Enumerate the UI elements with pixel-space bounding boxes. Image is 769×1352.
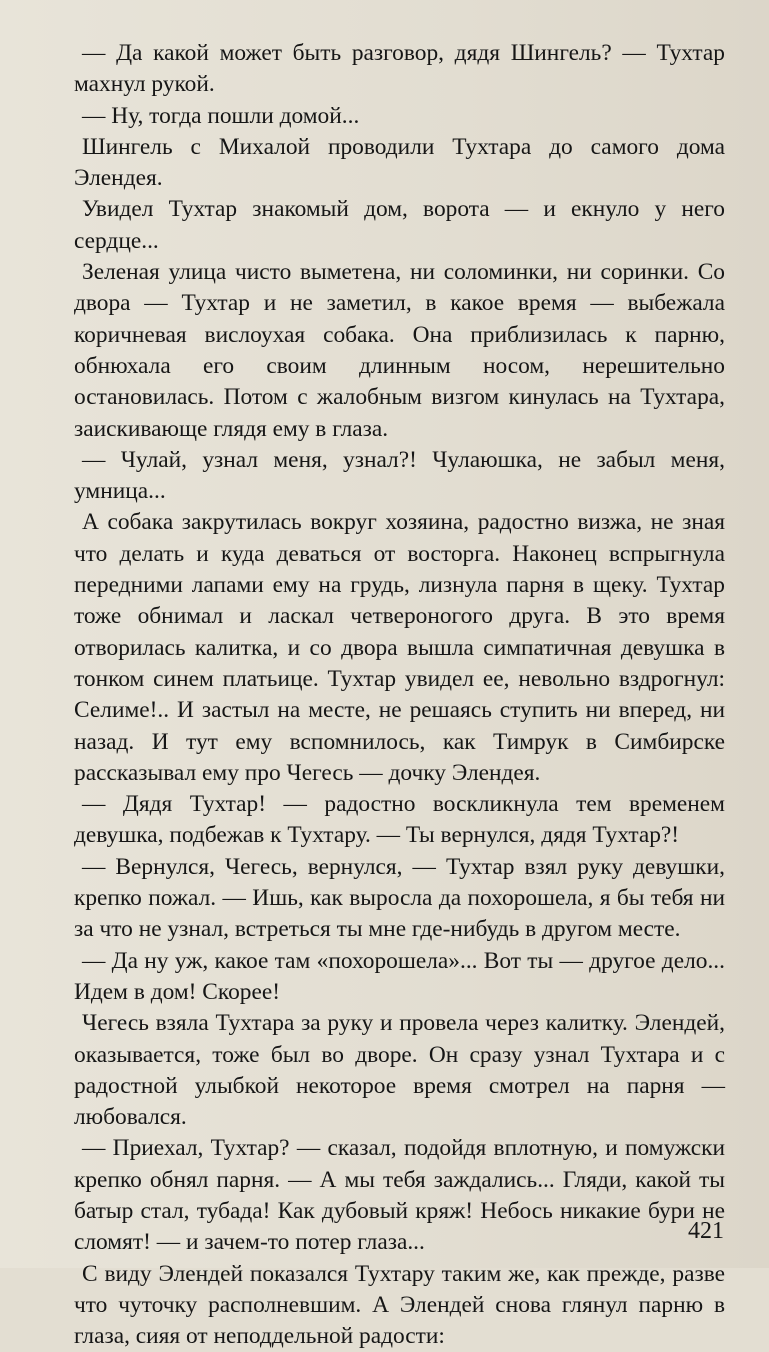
paragraph: — Дядя Тухтар! — радостно воскликнула тем временем девушка, подбежав к Тухтару. — Ты вернулся, дядя Тухтар?! [74,791,725,849]
paragraph: — Вернулся, Чегесь, вернулся, — Тухтар взял руку девушки, крепко пожал. — Ишь, как выросла да похорошела, я бы тебя ни за что не узнал, встреться ты мне где-нибудь в другом месте. [74,853,725,943]
paragraph: — Приехал, Тухтар? — сказал, подойдя вплотную, и помужски крепко обнял парня. — А мы тебя заждались... Гляди, какой ты батыр стал, тубада! Как дубовый кряж! Небось никакие бури не сломят! — и зачем-то потер глаза... [74,1135,725,1256]
page-text [74,38,725,1352]
paragraph: Шингель с Михалой проводили Тухтара до самого дома Элендея. [74,133,725,192]
paragraph: Чегесь взяла Тухтара за руку и провела через калитку. Элендей, оказывается, тоже был во дворе. Он сразу узнал Тухтара и с радостной улыбкой некоторое время смотрел на парня — любовался. [74,1010,725,1131]
paragraph: — Да какой может быть разговор, дядя Шингель? — Тухтар махнул рукой. [74,40,725,98]
paragraph: А собака закрутилась вокруг хозяина, радостно визжа, не зная что делать и куда деваться от восторга. Наконец вспрыгнула передними лапами ему на грудь, лизнула парня в щеку. Тухтар тоже обнимал и ласкал четвероногого друга. В это время отворилась калитка, и со двора вышла симпатичная девушка в тонком синем платьице. Тухтар увидел ее, невольно вздрогнул: Селиме!.. И застыл на месте, не решаясь ступить ни вперед, ни назад. И тут ему вспомнилось, как Тимрук в Симбирске рассказывал ему про Чегесь — дочку Элендея. [74,509,725,786]
paragraph: Увидел Тухтар знакомый дом, ворота — и екнуло у него сердце... [74,196,725,254]
paragraph: — Чулай, узнал меня, узнал?! Чулаюшка, не забыл меня, умница... [74,446,725,505]
paragraph: С виду Элендей показался Тухтару таким же, как прежде, разве что чуточку располневшим. А Элендей снова глянул парню в глаза, сияя от неподдельной радости: [74,1260,725,1350]
paragraph: Зеленая улица чисто выметена, ни соломинки, ни соринки. Со двора — Тухтар и не заметил, в какое время — выбежала коричневая вислоухая собака. Она приблизилась к парню, обнюхала его своим длинным носом, нерешительно остановилась. Потом с жалобным визгом кинулась на Тухтара, заискивающе глядя ему в глаза. [74,259,725,442]
paragraph: — Да ну уж, какое там «похорошела»... Вот ты — другое дело... Идем в дом! Скорее! [74,947,725,1005]
paragraph: — Ну, тогда пошли домой... [82,102,360,129]
page-number: 421 [688,1218,724,1244]
